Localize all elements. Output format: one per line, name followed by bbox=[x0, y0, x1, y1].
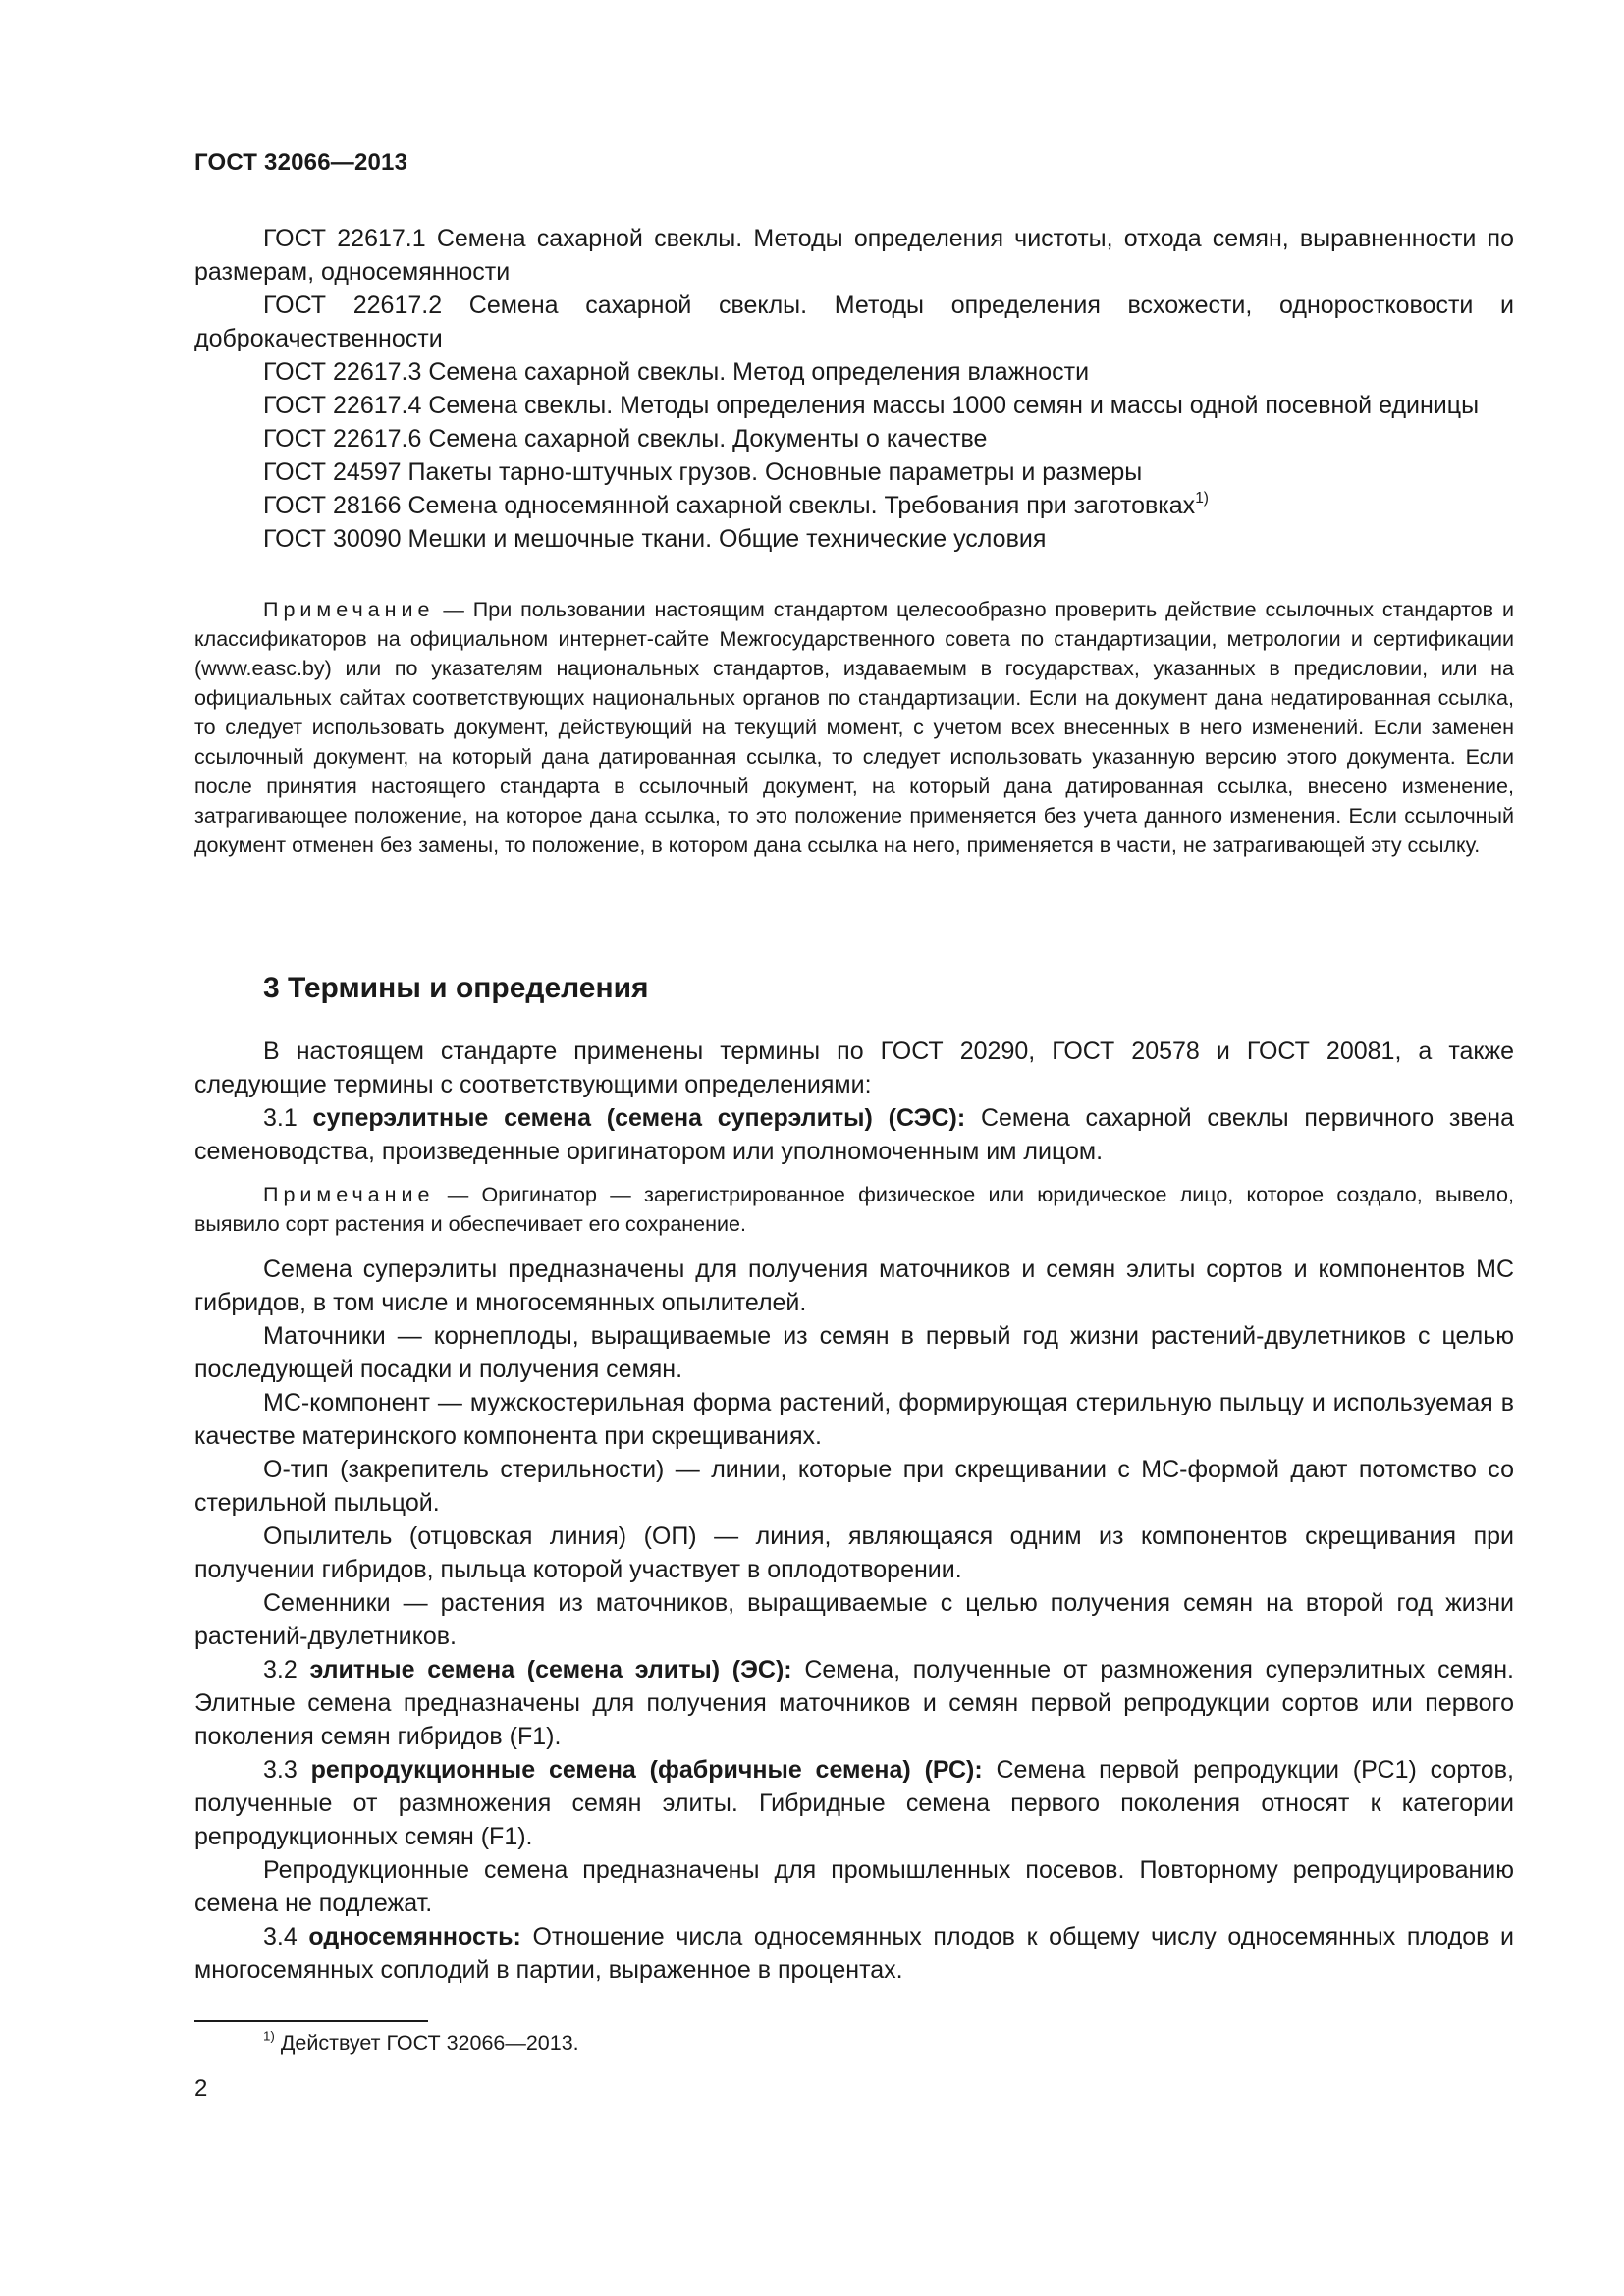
term-title: репродукционные семена (фабричные семена) (РС): bbox=[310, 1756, 983, 1784]
paragraph: Опылитель (отцовская линия) (ОП) — линия, являющаяся одним из компонентов скрещивания при получении гибридов, пыльца которой участвует в оплодотворении. bbox=[194, 1522, 1514, 1583]
term-number: 3.1 bbox=[263, 1104, 298, 1132]
footnote-text: Действует ГОСТ 32066—2013. bbox=[280, 2031, 579, 2055]
term-title: односемянность: bbox=[308, 1923, 521, 1950]
term-3-2 bbox=[194, 1653, 1514, 1753]
terms-body bbox=[194, 1253, 1514, 1987]
term-3-3 bbox=[194, 1753, 1514, 1853]
term-definition: Семена сахарной свеклы первичного звена семеноводства, произведенные оригинатором или уполномоченным им лицом. bbox=[194, 1104, 1515, 1165]
page-number: 2 bbox=[194, 2075, 208, 2102]
term-number: 3.4 bbox=[263, 1923, 298, 1950]
terms-intro-block bbox=[194, 1035, 1514, 1168]
note-label: Примечание bbox=[263, 1183, 435, 1206]
paragraph: О-тип (закрепитель стерильности) — линии, которые при скрещивании с МС-формой дают потомство со стерильной пыльцой. bbox=[194, 1456, 1514, 1517]
footnote-divider bbox=[194, 2020, 428, 2022]
term-definition: Семена первой репродукции (РС1) сортов, полученные от размножения семян элиты. Гибридные семена первого поколения относят к категории репродукционных семян (F1). bbox=[194, 1756, 1514, 1850]
paragraph: Семена суперэлиты предназначены для получения маточников и семян элиты сортов и компонентов МС гибридов, в том числе и многосемянных опылителей. bbox=[194, 1255, 1514, 1316]
reference-item: ГОСТ 22617.1 Семена сахарной свеклы. Методы определения чистоты, отхода семян, выравненности по размерам, односемянности bbox=[194, 225, 1514, 286]
reference-item: ГОСТ 24597 Пакеты тарно-штучных грузов. Основные параметры и размеры bbox=[263, 458, 1143, 486]
section-intro: В настоящем стандарте применены термины по ГОСТ 20290, ГОСТ 20578 и ГОСТ 20081, а также следующие термины с соответствующими определениями: bbox=[194, 1038, 1514, 1098]
term-3-1 bbox=[194, 1101, 1514, 1168]
term-title: суперэлитные семена (семена суперэлиты) (СЭС): bbox=[312, 1104, 966, 1132]
reference-item: ГОСТ 30090 Мешки и мешочные ткани. Общие технические условия bbox=[263, 525, 1047, 553]
note-text: — При пользовании настоящим стандартом целесообразно проверить действие ссылочных стандартов и классификаторов на официальном интернет-сайте Межгосударственного совета по стандартизации, метрологии и сертификации (www.easc.by) или по указателям национальных стандартов, издаваемым в государствах, указанных в предисловии, или на официальных сайтах соответствующих национальных органов по стандартизации. Если на документ дана недатированная ссылка, то следует использовать документ, действующий на текущий момент, с учетом всех внесенных в него изменений. Если заменен ссылочный документ, на который дана датированная ссылка, то следует использовать указанную версию этого документа. Если после принятия настоящего стандарта в ссылочный документ, на который дана датированная ссылка, внесено изменение, затрагивающее положение, на которое дана ссылка, то это положение применяется без учета данного изменения. Если ссылочный документ отменен без замены, то положение, в котором дана ссылка на него, применяется в части, не затрагивающей эту ссылку. bbox=[194, 598, 1514, 857]
section-heading: 3 Термины и определения bbox=[263, 972, 649, 1004]
note-references bbox=[194, 595, 1514, 860]
term-3-4 bbox=[194, 1920, 1514, 1987]
reference-item: ГОСТ 22617.6 Семена сахарной свеклы. Документы о качестве bbox=[263, 425, 988, 453]
paragraph: Маточники — корнеплоды, выращиваемые из семян в первый год жизни растений-двулетников с целью последующей посадки и получения семян. bbox=[194, 1322, 1514, 1383]
paragraph: Репродукционные семена предназначены для промышленных посевов. Повторному репродуцированию семена не подлежат. bbox=[194, 1856, 1514, 1917]
note-originator bbox=[194, 1180, 1514, 1239]
reference-item: ГОСТ 22617.3 Семена сахарной свеклы. Метод определения влажности bbox=[263, 358, 1090, 386]
term-number: 3.2 bbox=[263, 1656, 298, 1683]
term-title: элитные семена (семена элиты) (ЭС): bbox=[309, 1656, 792, 1683]
term-number: 3.3 bbox=[263, 1756, 298, 1784]
note-label: Примечание bbox=[263, 598, 435, 621]
reference-text: ГОСТ 28166 Семена односемянной сахарной свеклы. Требования при заготовках bbox=[263, 492, 1196, 519]
term-definition: Семена, полученные от размножения суперэлитных семян. Элитные семена предназначены для получения маточников и семян первой репродукции сортов или первого поколения семян гибридов (F1). bbox=[194, 1656, 1514, 1750]
paragraph: Семенники — растения из маточников, выращиваемые с целью получения семян на второй год жизни растений-двулетников. bbox=[194, 1589, 1514, 1650]
term-definition: Отношение числа односемянных плодов к общему числу односемянных плодов и многосемянных соплодий в партии, выраженное в процентах. bbox=[194, 1923, 1515, 1984]
paragraph: МС-компонент — мужскостерильная форма растений, формирующая стерильную пыльцу и используемая в качестве материнского компонента при скрещиваниях. bbox=[194, 1389, 1514, 1450]
footnote-ref-marker: 1) bbox=[1195, 490, 1209, 507]
reference-item: ГОСТ 22617.2 Семена сахарной свеклы. Методы определения всхожести, одноростковости и доброкачественности bbox=[194, 292, 1514, 352]
footnote bbox=[263, 2028, 579, 2057]
document-header: ГОСТ 32066—2013 bbox=[194, 149, 408, 176]
reference-item bbox=[194, 489, 1514, 522]
footnote-marker: 1) bbox=[263, 2028, 275, 2044]
reference-item: ГОСТ 22617.4 Семена свеклы. Методы определения массы 1000 семян и массы одной посевной единицы bbox=[263, 392, 1480, 419]
normative-references bbox=[194, 222, 1514, 556]
note-text: — Оригинатор — зарегистрированное физическое или юридическое лицо, которое создало, вывело, выявило сорт растения и обеспечивает его сохранение. bbox=[194, 1183, 1514, 1236]
